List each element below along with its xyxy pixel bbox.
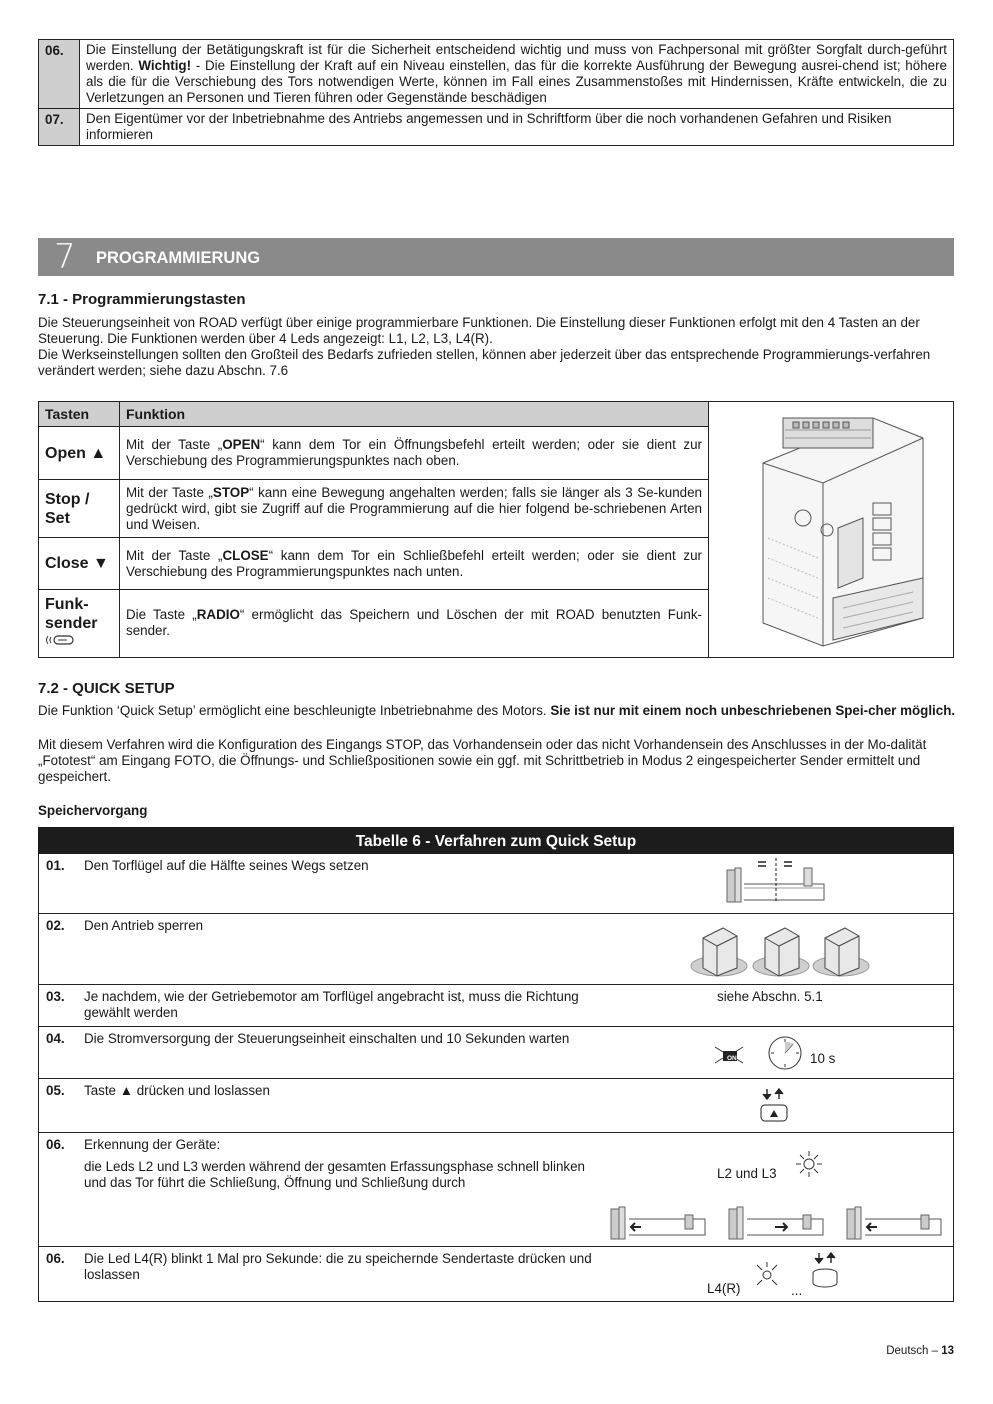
row-number: 07. <box>39 109 80 146</box>
gate-half-position-icon <box>724 856 829 904</box>
step-text: Taste ▲ drücken und loslassen <box>84 1083 270 1098</box>
section-reference: siehe Abschn. 5.1 <box>717 989 823 1004</box>
table-row <box>39 538 709 590</box>
ellipsis: ... <box>791 1283 803 1298</box>
press-open-button-icon <box>757 1087 793 1125</box>
key-label: Funk- sender <box>39 590 120 657</box>
row-text: Den Eigentümer vor der Inbetriebnahme des Antriebs angemessen und in Schriftform über die noch vorhandenen Gefahren und Risiken informieren <box>80 109 954 146</box>
table-row <box>39 480 709 538</box>
remote-control-icon <box>45 633 75 647</box>
step-text-detail: die Leds L2 und L3 werden während der gesamten Erfassungsphase schnell blinken und das Tor führt die Schließung, Öffnung und Schließung durch <box>84 1159 585 1190</box>
led-label: L4(R) <box>707 1281 741 1296</box>
step-number: 06. <box>46 1251 65 1266</box>
key-function: Mit der Taste „OPEN“ kann dem Tor ein Öffnungsbefehl erteilt werden; oder sie dient zur Verschiebung des Programmierungspunktes nach oben. <box>120 427 709 480</box>
page-footer: Deutsch – 13 <box>886 1345 954 1357</box>
table-row <box>39 985 953 1027</box>
step-number: 02. <box>46 918 65 933</box>
procedure-table-title: Tabelle 6 - Verfahren zum Quick Setup <box>38 827 954 854</box>
safety-table <box>38 39 954 146</box>
column-header: Funktion <box>120 402 709 427</box>
table-row <box>39 1247 953 1301</box>
key-function: Die Taste „RADIO“ ermöglicht das Speichern und Löschen der mit ROAD benutzten Funk-sender. <box>120 590 709 657</box>
page-number: 13 <box>941 1345 954 1357</box>
on-label: ON <box>727 1055 737 1062</box>
step-text: Den Torflügel auf die Hälfte seines Wegs setzen <box>84 858 369 873</box>
step-text: Den Antrieb sperren <box>84 918 204 933</box>
control-unit-illustration <box>723 408 945 653</box>
step-number: 05. <box>46 1083 65 1098</box>
section-header <box>38 238 954 276</box>
gate-movement-sequence-icon <box>609 1205 949 1241</box>
key-function: Mit der Taste „STOP“ kann eine Bewegung angehalten werden; falls sie länger als 3 Se-kunden gedrückt wird, gibt sie Zugriff auf die Programmierung auf die hier folgend be-schriebenen Arten und Weisen. <box>120 480 709 538</box>
step-number: 03. <box>46 989 65 1004</box>
wait-time: 10 s <box>810 1051 836 1066</box>
led-label: L2 und L3 <box>717 1166 777 1181</box>
subsection-heading: 7.1 - Programmierungstasten <box>38 291 246 308</box>
section-number: 7 <box>54 237 76 277</box>
table-row <box>39 1079 953 1133</box>
row-number: 06. <box>39 40 80 109</box>
key-label: Stop / Set <box>39 480 120 538</box>
step-text: Je nachdem, wie der Getriebemotor am Torflügel angebracht ist, muss die Richtung gewählt werden <box>84 989 579 1020</box>
table-row <box>39 40 954 109</box>
step-number: 01. <box>46 858 65 873</box>
table-row <box>39 1027 953 1079</box>
keys-table <box>39 402 709 657</box>
table-row <box>39 1133 953 1247</box>
column-header: Tasten <box>39 402 120 427</box>
row-text: Die Einstellung der Betätigungskraft ist für die Sicherheit entscheidend wichtig und muss von Fachpersonal mit größter Sorgfalt durch-geführt werden. Wichtig! - Die Einstellung der Kraft auf ein Niveau einstellen, das für die korrekte Ausführung der Bewegung ausrei-chend ist; höhere als die für die Verschiebung des Tors notwendigen Werte, können im Fall eines Zusammenstoßes mit Hindernissen, Kräfte entwickeln, die zu Verletzungen an Personen und Tieren führen oder Gegenstände beschädigen <box>80 40 954 109</box>
step-text: Die Stromversorgung der Steuerungseinheit einschalten und 10 Sekunden warten <box>84 1031 570 1046</box>
table-row <box>39 427 709 480</box>
table-row <box>39 854 953 914</box>
paragraph: Die Werkseinstellungen sollten den Großteil des Bedarfs zufrieden stellen, können aber jederzeit über das entsprechende Programmierungs-verfahren verändert werden; siehe dazu Abschn. 7.6 <box>38 347 931 378</box>
step-text: Erkennung der Geräte: <box>84 1137 221 1152</box>
blinking-led-icon <box>755 1261 781 1287</box>
step-text: Die Led L4(R) blinkt 1 Mal pro Sekunde: die zu speichernde Sendertaste drücken und loslassen <box>84 1251 592 1282</box>
step-number: 06. <box>46 1137 65 1152</box>
table-row <box>39 109 954 146</box>
keys-table-frame <box>38 401 954 658</box>
table-row <box>39 914 953 985</box>
motor-release-icon <box>689 918 874 980</box>
step-number: 04. <box>46 1031 65 1046</box>
blinking-led-icon <box>794 1149 824 1179</box>
paragraph: Mit diesem Verfahren wird die Konfiguration des Eingangs STOP, das Vorhandensein oder das nicht Vorhandensein des Anschlusses in der Mo-dalität „Fototest“ am Eingang FOTO, die Öffnungs- und Schließpositionen sowie ein ggf. mit Schrittbetrieb in Modus 2 eingespeicherter Sender ermittelt und gespeichert. <box>38 737 927 784</box>
clock-icon <box>765 1033 805 1073</box>
subheading: Speichervorgang <box>38 803 148 818</box>
key-label: Open ▲ <box>39 427 120 480</box>
section-title: PROGRAMMIERUNG <box>96 249 261 267</box>
table-row <box>39 590 709 657</box>
power-on-icon <box>711 1041 747 1067</box>
key-function: Mit der Taste „CLOSE“ kann dem Tor ein Schließbefehl erteilt werden; oder sie dient zur Verschiebung des Programmierungspunktes nach unten. <box>120 538 709 590</box>
remote-button-press-icon <box>809 1251 841 1291</box>
paragraph: Die Funktion ‘Quick Setup’ ermöglicht eine beschleunigte Inbetriebnahme des Motors. Sie ist nur mit einem noch unbeschriebenen Spei-cher möglich. <box>38 703 956 718</box>
subsection-heading: 7.2 - QUICK SETUP <box>38 680 175 697</box>
procedure-table <box>38 854 954 1302</box>
paragraph: Die Steuerungseinheit von ROAD verfügt über einige programmierbare Funktionen. Die Einstellung dieser Funktionen erfolgt mit den 4 Tasten an der Steuerung. Die Funktionen werden über 4 Leds angezeigt: L1, L2, L3, L4(R). <box>38 315 920 346</box>
key-label: Close ▼ <box>39 538 120 590</box>
